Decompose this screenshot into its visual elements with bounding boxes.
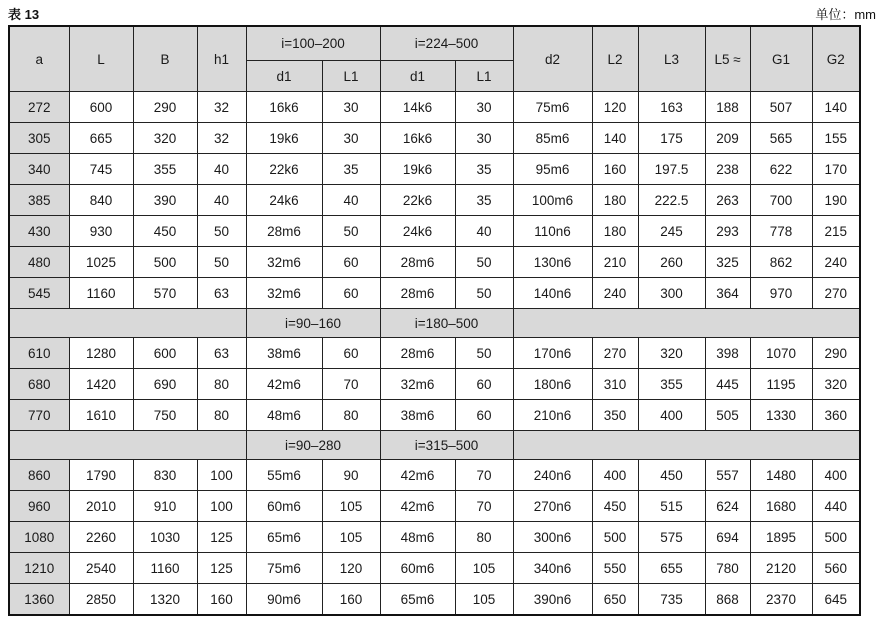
table-cell: 320 bbox=[812, 369, 860, 400]
table-cell: 38m6 bbox=[246, 338, 322, 369]
table-cell: 575 bbox=[638, 522, 705, 553]
table-cell: 650 bbox=[592, 584, 638, 616]
table-cell: 500 bbox=[812, 522, 860, 553]
table-cell: 60 bbox=[455, 369, 513, 400]
table-row bbox=[9, 216, 860, 247]
table-cell: 180 bbox=[592, 185, 638, 216]
table-cell: 290 bbox=[133, 92, 197, 123]
table-cell: 22k6 bbox=[246, 154, 322, 185]
table-cell: 70 bbox=[455, 460, 513, 491]
table-cell: 1195 bbox=[750, 369, 812, 400]
table-cell: 445 bbox=[705, 369, 750, 400]
table-cell: 655 bbox=[638, 553, 705, 584]
table-row bbox=[9, 154, 860, 185]
table-row bbox=[9, 522, 860, 553]
table-cell: 400 bbox=[812, 460, 860, 491]
table-cell: 260 bbox=[638, 247, 705, 278]
col-header-G2: G2 bbox=[812, 26, 860, 92]
table-cell: 140n6 bbox=[513, 278, 592, 309]
table-cell: 2010 bbox=[69, 491, 133, 522]
table-cell: 450 bbox=[133, 216, 197, 247]
table-cell: 500 bbox=[592, 522, 638, 553]
table-cell: 90m6 bbox=[246, 584, 322, 616]
row-header-cell: 1360 bbox=[9, 584, 69, 616]
ratio-range-label: i=315–500 bbox=[380, 431, 513, 460]
table-cell: 19k6 bbox=[380, 154, 455, 185]
table-cell: 665 bbox=[69, 123, 133, 154]
col-header-L1-group1: L1 bbox=[322, 61, 380, 92]
table-cell: 310 bbox=[592, 369, 638, 400]
table-cell: 60 bbox=[322, 338, 380, 369]
table-cell: 48m6 bbox=[380, 522, 455, 553]
table-cell: 2260 bbox=[69, 522, 133, 553]
table-cell: 38m6 bbox=[380, 400, 455, 431]
row-header-cell: 305 bbox=[9, 123, 69, 154]
table-cell: 325 bbox=[705, 247, 750, 278]
table-cell: 35 bbox=[455, 185, 513, 216]
table-cell: 160 bbox=[322, 584, 380, 616]
table-cell: 570 bbox=[133, 278, 197, 309]
col-header-L1-group2: L1 bbox=[455, 61, 513, 92]
col-header-L5: L5 ≈ bbox=[705, 26, 750, 92]
table-cell: 40 bbox=[197, 154, 246, 185]
top-bar bbox=[0, 0, 886, 25]
table-cell: 105 bbox=[455, 553, 513, 584]
table-cell: 28m6 bbox=[246, 216, 322, 247]
table-cell: 32m6 bbox=[380, 369, 455, 400]
table-cell: 340n6 bbox=[513, 553, 592, 584]
table-cell: 320 bbox=[638, 338, 705, 369]
table-cell: 1790 bbox=[69, 460, 133, 491]
table-header bbox=[9, 26, 860, 92]
table-cell: 300n6 bbox=[513, 522, 592, 553]
table-cell: 1070 bbox=[750, 338, 812, 369]
table-cell: 240n6 bbox=[513, 460, 592, 491]
table-cell: 90 bbox=[322, 460, 380, 491]
col-group-ratio-1: i=100–200 bbox=[246, 26, 380, 61]
row-header-cell: 960 bbox=[9, 491, 69, 522]
table-cell: 300 bbox=[638, 278, 705, 309]
table-row bbox=[9, 185, 860, 216]
row-header-cell: 480 bbox=[9, 247, 69, 278]
table-cell: 24k6 bbox=[380, 216, 455, 247]
table-cell: 140 bbox=[812, 92, 860, 123]
table-cell: 930 bbox=[69, 216, 133, 247]
table-cell: 19k6 bbox=[246, 123, 322, 154]
table-cell: 22k6 bbox=[380, 185, 455, 216]
ratio-range-label: i=90–280 bbox=[246, 431, 380, 460]
table-cell: 28m6 bbox=[380, 338, 455, 369]
col-header-d1-group1: d1 bbox=[246, 61, 322, 92]
table-cell: 70 bbox=[455, 491, 513, 522]
table-cell: 263 bbox=[705, 185, 750, 216]
table-cell: 30 bbox=[322, 123, 380, 154]
row-header-cell: 545 bbox=[9, 278, 69, 309]
table-cell: 862 bbox=[750, 247, 812, 278]
table-cell: 2850 bbox=[69, 584, 133, 616]
table-cell: 197.5 bbox=[638, 154, 705, 185]
table-cell: 364 bbox=[705, 278, 750, 309]
table-cell: 910 bbox=[133, 491, 197, 522]
table-row bbox=[9, 247, 860, 278]
table-cell: 32m6 bbox=[246, 278, 322, 309]
table-cell: 160 bbox=[197, 584, 246, 616]
col-header-B: B bbox=[133, 26, 197, 92]
table-cell: 1420 bbox=[69, 369, 133, 400]
table-cell: 32m6 bbox=[246, 247, 322, 278]
row-header-cell: 770 bbox=[9, 400, 69, 431]
table-cell: 240 bbox=[812, 247, 860, 278]
table-cell: 390 bbox=[133, 185, 197, 216]
table-cell: 30 bbox=[455, 92, 513, 123]
table-cell: 50 bbox=[455, 247, 513, 278]
row-header-cell: 610 bbox=[9, 338, 69, 369]
table-cell: 16k6 bbox=[246, 92, 322, 123]
table-cell: 1160 bbox=[69, 278, 133, 309]
col-header-h1: h1 bbox=[197, 26, 246, 92]
table-row bbox=[9, 491, 860, 522]
table-cell: 450 bbox=[638, 460, 705, 491]
table-cell: 780 bbox=[705, 553, 750, 584]
table-cell: 50 bbox=[455, 338, 513, 369]
table-cell: 190 bbox=[812, 185, 860, 216]
table-cell: 75m6 bbox=[513, 92, 592, 123]
table-cell: 270n6 bbox=[513, 491, 592, 522]
table-cell: 215 bbox=[812, 216, 860, 247]
col-header-L3: L3 bbox=[638, 26, 705, 92]
row-header-cell: 860 bbox=[9, 460, 69, 491]
table-cell: 645 bbox=[812, 584, 860, 616]
table-cell: 24k6 bbox=[246, 185, 322, 216]
table-cell: 85m6 bbox=[513, 123, 592, 154]
table-cell: 500 bbox=[133, 247, 197, 278]
table-cell: 694 bbox=[705, 522, 750, 553]
table-row bbox=[9, 278, 860, 309]
table-row bbox=[9, 400, 860, 431]
table-cell: 293 bbox=[705, 216, 750, 247]
table-row bbox=[9, 460, 860, 491]
table-cell: 110n6 bbox=[513, 216, 592, 247]
col-header-L: L bbox=[69, 26, 133, 92]
table-cell: 50 bbox=[197, 216, 246, 247]
col-group-ratio-2: i=224–500 bbox=[380, 26, 513, 61]
row-header-cell: 680 bbox=[9, 369, 69, 400]
table-cell: 180 bbox=[592, 216, 638, 247]
table-cell: 970 bbox=[750, 278, 812, 309]
unit-label: 单位：mm bbox=[815, 7, 876, 22]
table-cell: 130n6 bbox=[513, 247, 592, 278]
table-cell: 868 bbox=[705, 584, 750, 616]
table-cell: 30 bbox=[455, 123, 513, 154]
table-cell: 70 bbox=[322, 369, 380, 400]
table-cell: 40 bbox=[197, 185, 246, 216]
table-row bbox=[9, 553, 860, 584]
table-cell: 80 bbox=[197, 369, 246, 400]
table-cell: 400 bbox=[638, 400, 705, 431]
table-cell: 35 bbox=[455, 154, 513, 185]
table-cell: 1280 bbox=[69, 338, 133, 369]
table-cell: 350 bbox=[592, 400, 638, 431]
table-cell: 565 bbox=[750, 123, 812, 154]
table-cell: 1160 bbox=[133, 553, 197, 584]
separator-filler bbox=[513, 431, 860, 460]
table-cell: 175 bbox=[638, 123, 705, 154]
table-cell: 60m6 bbox=[380, 553, 455, 584]
table-cell: 557 bbox=[705, 460, 750, 491]
ratio-range-label: i=90–160 bbox=[246, 309, 380, 338]
table-cell: 163 bbox=[638, 92, 705, 123]
table-cell: 2370 bbox=[750, 584, 812, 616]
table-cell: 1480 bbox=[750, 460, 812, 491]
separator-filler bbox=[9, 309, 246, 338]
table-caption: 表 13 bbox=[8, 7, 40, 22]
table-cell: 245 bbox=[638, 216, 705, 247]
table-cell: 60 bbox=[322, 247, 380, 278]
table-cell: 80 bbox=[322, 400, 380, 431]
table-cell: 840 bbox=[69, 185, 133, 216]
table-cell: 105 bbox=[322, 491, 380, 522]
table-cell: 95m6 bbox=[513, 154, 592, 185]
table-cell: 440 bbox=[812, 491, 860, 522]
table-cell: 40 bbox=[455, 216, 513, 247]
table-cell: 50 bbox=[322, 216, 380, 247]
table-cell: 40 bbox=[322, 185, 380, 216]
table-cell: 170 bbox=[812, 154, 860, 185]
table-body bbox=[9, 92, 860, 616]
table-cell: 270 bbox=[592, 338, 638, 369]
table-cell: 120 bbox=[322, 553, 380, 584]
table-cell: 210n6 bbox=[513, 400, 592, 431]
table-cell: 398 bbox=[705, 338, 750, 369]
table-cell: 80 bbox=[455, 522, 513, 553]
table-cell: 600 bbox=[133, 338, 197, 369]
table-cell: 63 bbox=[197, 338, 246, 369]
table-cell: 700 bbox=[750, 185, 812, 216]
table-cell: 270 bbox=[812, 278, 860, 309]
table-cell: 209 bbox=[705, 123, 750, 154]
table-cell: 65m6 bbox=[246, 522, 322, 553]
col-header-d1-group2: d1 bbox=[380, 61, 455, 92]
separator-filler bbox=[513, 309, 860, 338]
table-cell: 355 bbox=[133, 154, 197, 185]
table-cell: 100 bbox=[197, 460, 246, 491]
table-cell: 290 bbox=[812, 338, 860, 369]
table-cell: 14k6 bbox=[380, 92, 455, 123]
table-cell: 16k6 bbox=[380, 123, 455, 154]
row-header-cell: 1080 bbox=[9, 522, 69, 553]
table-cell: 170n6 bbox=[513, 338, 592, 369]
table-cell: 1680 bbox=[750, 491, 812, 522]
table-cell: 550 bbox=[592, 553, 638, 584]
table-cell: 42m6 bbox=[380, 491, 455, 522]
table-cell: 32 bbox=[197, 123, 246, 154]
table-cell: 622 bbox=[750, 154, 812, 185]
col-header-d2: d2 bbox=[513, 26, 592, 92]
separator-filler bbox=[9, 431, 246, 460]
table-cell: 105 bbox=[322, 522, 380, 553]
table-cell: 320 bbox=[133, 123, 197, 154]
table-cell: 222.5 bbox=[638, 185, 705, 216]
table-cell: 35 bbox=[322, 154, 380, 185]
row-header-cell: 430 bbox=[9, 216, 69, 247]
table-cell: 60 bbox=[322, 278, 380, 309]
table-cell: 390n6 bbox=[513, 584, 592, 616]
table-cell: 155 bbox=[812, 123, 860, 154]
table-cell: 1025 bbox=[69, 247, 133, 278]
table-cell: 180n6 bbox=[513, 369, 592, 400]
table-cell: 2120 bbox=[750, 553, 812, 584]
table-cell: 355 bbox=[638, 369, 705, 400]
table-cell: 30 bbox=[322, 92, 380, 123]
table-cell: 600 bbox=[69, 92, 133, 123]
table-cell: 160 bbox=[592, 154, 638, 185]
table-cell: 42m6 bbox=[380, 460, 455, 491]
table-row bbox=[9, 123, 860, 154]
table-cell: 188 bbox=[705, 92, 750, 123]
table-cell: 140 bbox=[592, 123, 638, 154]
row-header-cell: 272 bbox=[9, 92, 69, 123]
table-cell: 105 bbox=[455, 584, 513, 616]
row-header-cell: 385 bbox=[9, 185, 69, 216]
table-cell: 745 bbox=[69, 154, 133, 185]
table-cell: 560 bbox=[812, 553, 860, 584]
ratio-separator-row bbox=[9, 431, 860, 460]
table-cell: 63 bbox=[197, 278, 246, 309]
table-cell: 360 bbox=[812, 400, 860, 431]
table-row bbox=[9, 92, 860, 123]
table-cell: 240 bbox=[592, 278, 638, 309]
table-cell: 28m6 bbox=[380, 278, 455, 309]
table-cell: 400 bbox=[592, 460, 638, 491]
table-cell: 42m6 bbox=[246, 369, 322, 400]
table-cell: 505 bbox=[705, 400, 750, 431]
table-cell: 100 bbox=[197, 491, 246, 522]
table-cell: 1895 bbox=[750, 522, 812, 553]
table-cell: 1030 bbox=[133, 522, 197, 553]
ratio-range-label: i=180–500 bbox=[380, 309, 513, 338]
col-header-a: a bbox=[9, 26, 69, 92]
spec-table bbox=[8, 25, 861, 616]
table-cell: 507 bbox=[750, 92, 812, 123]
table-cell: 100m6 bbox=[513, 185, 592, 216]
table-cell: 750 bbox=[133, 400, 197, 431]
table-row bbox=[9, 338, 860, 369]
table-cell: 624 bbox=[705, 491, 750, 522]
table-cell: 48m6 bbox=[246, 400, 322, 431]
table-row bbox=[9, 584, 860, 616]
table-cell: 2540 bbox=[69, 553, 133, 584]
table-cell: 125 bbox=[197, 522, 246, 553]
table-cell: 1320 bbox=[133, 584, 197, 616]
table-cell: 80 bbox=[197, 400, 246, 431]
table-cell: 32 bbox=[197, 92, 246, 123]
table-cell: 830 bbox=[133, 460, 197, 491]
table-cell: 238 bbox=[705, 154, 750, 185]
table-cell: 690 bbox=[133, 369, 197, 400]
table-cell: 735 bbox=[638, 584, 705, 616]
table-cell: 210 bbox=[592, 247, 638, 278]
table-cell: 55m6 bbox=[246, 460, 322, 491]
table-cell: 50 bbox=[455, 278, 513, 309]
table-row bbox=[9, 369, 860, 400]
table-cell: 65m6 bbox=[380, 584, 455, 616]
table-cell: 60m6 bbox=[246, 491, 322, 522]
ratio-separator-row bbox=[9, 309, 860, 338]
col-header-L2: L2 bbox=[592, 26, 638, 92]
row-header-cell: 340 bbox=[9, 154, 69, 185]
table-cell: 60 bbox=[455, 400, 513, 431]
table-cell: 515 bbox=[638, 491, 705, 522]
table-cell: 75m6 bbox=[246, 553, 322, 584]
col-header-G1: G1 bbox=[750, 26, 812, 92]
row-header-cell: 1210 bbox=[9, 553, 69, 584]
table-cell: 28m6 bbox=[380, 247, 455, 278]
table-cell: 778 bbox=[750, 216, 812, 247]
table-cell: 1610 bbox=[69, 400, 133, 431]
table-cell: 50 bbox=[197, 247, 246, 278]
table-cell: 125 bbox=[197, 553, 246, 584]
table-cell: 120 bbox=[592, 92, 638, 123]
table-cell: 1330 bbox=[750, 400, 812, 431]
table-cell: 450 bbox=[592, 491, 638, 522]
